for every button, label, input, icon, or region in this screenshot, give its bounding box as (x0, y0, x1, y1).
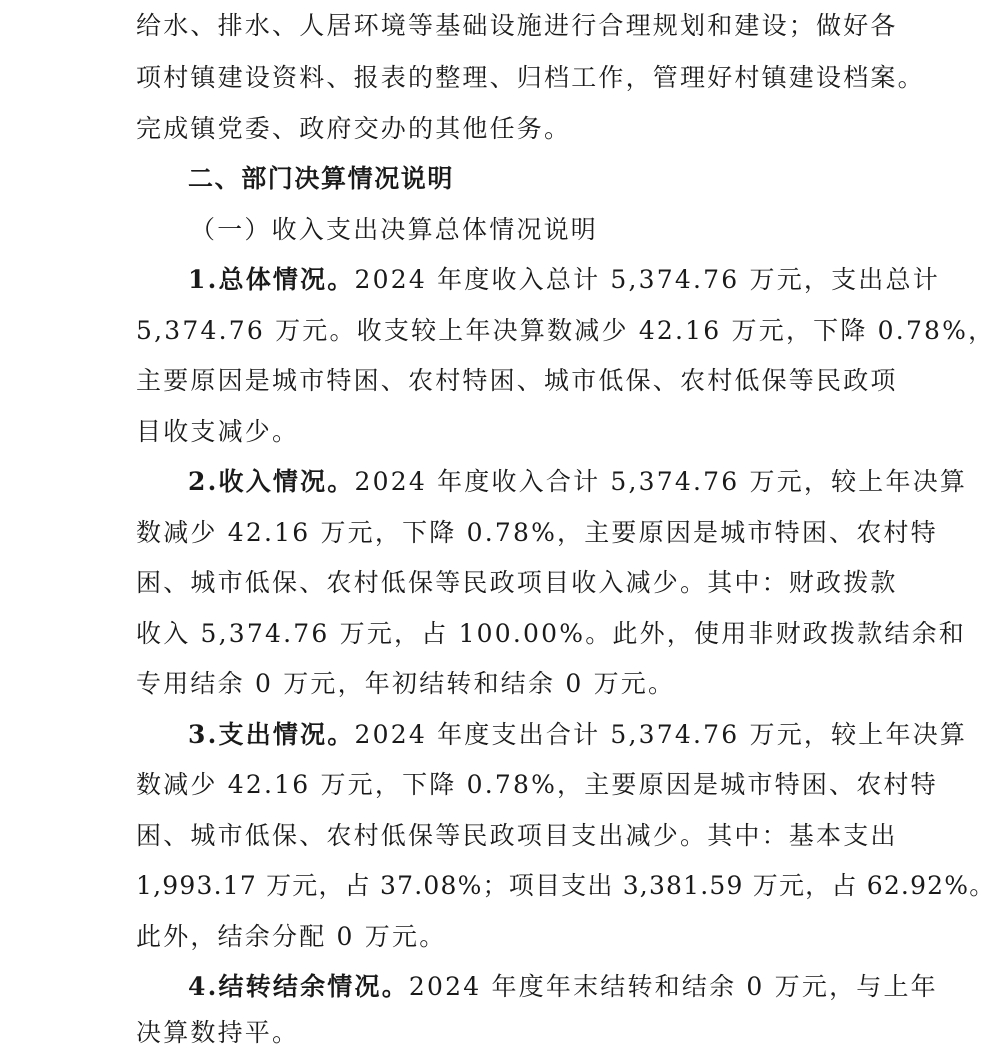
subsection-heading: （一）收入支出决算总体情况说明 (190, 215, 599, 244)
paragraph-line: 数减少 42.16 万元，下降 0.78%，主要原因是城市特困、农村特 (136, 770, 938, 799)
paragraph-line: 决算数持平。 (136, 1018, 300, 1047)
paragraph-lead: 1.总体情况。 (188, 265, 355, 294)
paragraph-line: 1.总体情况。2024 年度收入总计 5,374.76 万元，支出总计 (188, 265, 940, 294)
document-page (136, 0, 996, 1059)
paragraph-line: 5,374.76 万元。收支较上年决算数减少 42.16 万元，下降 0.78%， (136, 316, 996, 345)
paragraph-lead: 2.收入情况。 (188, 467, 355, 496)
text-line: 项村镇建设资料、报表的整理、归档工作，管理好村镇建设档案。 (136, 63, 925, 92)
paragraph-line: 3.支出情况。2024 年度支出合计 5,374.76 万元，较上年决算 (188, 720, 968, 749)
section-heading: 二、部门决算情况说明 (188, 164, 455, 193)
paragraph-line: 此外，结余分配 0 万元。 (136, 922, 447, 951)
text-line: 给水、排水、人居环境等基础设施进行合理规划和建设；做好各 (136, 11, 898, 40)
paragraph-line: 收入 5,374.76 万元，占 100.00%。此外，使用非财政拨款结余和 (136, 619, 967, 648)
paragraph-line: 2.收入情况。2024 年度收入合计 5,374.76 万元，较上年决算 (188, 467, 968, 496)
paragraph-line: 专用结余 0 万元，年初结转和结余 0 万元。 (136, 669, 676, 698)
paragraph-line: 困、城市低保、农村低保等民政项目收入减少。其中：财政拨款 (136, 568, 898, 597)
text-line: 完成镇党委、政府交办的其他任务。 (136, 114, 572, 143)
paragraph-lead: 3.支出情况。 (188, 720, 355, 749)
paragraph-line: 1,993.17 万元，占 37.08%；项目支出 3,381.59 万元，占 62.92%。 (136, 871, 996, 900)
paragraph-line: 数减少 42.16 万元，下降 0.78%，主要原因是城市特困、农村特 (136, 518, 938, 547)
paragraph-line: 4.结转结余情况。2024 年度年末结转和结余 0 万元，与上年 (188, 972, 938, 1001)
paragraph-line: 目收支减少。 (136, 417, 300, 446)
paragraph-line: 困、城市低保、农村低保等民政项目支出减少。其中：基本支出 (136, 821, 898, 850)
paragraph-lead: 4.结转结余情况。 (188, 972, 409, 1001)
paragraph-line: 主要原因是城市特困、农村特困、城市低保、农村低保等民政项 (136, 366, 898, 395)
